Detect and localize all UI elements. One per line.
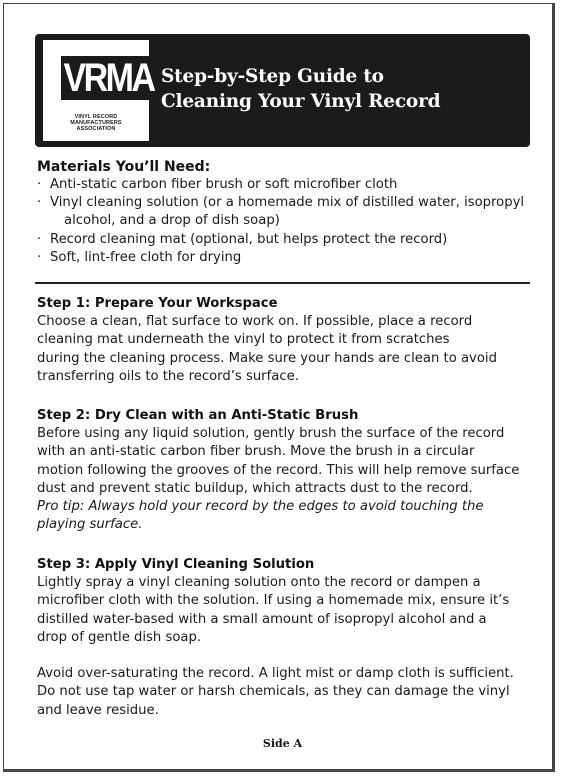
list-item-text: Soft, lint-free cloth for drying (50, 249, 242, 265)
footer-label: Side A (262, 737, 303, 750)
logo-subtitle-line: MANUFACTURERS (70, 120, 122, 126)
bullet-icon: · (37, 195, 42, 211)
step-text-line: Lightly spray a vinyl cleaning solution onto the record or dampen a (37, 575, 481, 591)
step-text-line: drop of gentle dish soap. (37, 629, 202, 645)
list-item (37, 176, 532, 194)
pro-tip-line: Pro tip: Always hold your record by the edges to avoid touching the (37, 499, 484, 515)
list-item (37, 194, 532, 230)
title-line-1: Step-by-Step Guide to (161, 66, 384, 87)
step-text-line: and leave residue. (37, 702, 159, 718)
list-item (37, 231, 532, 249)
step-text-line: Do not use tap water or harsh chemicals, as they can damage the vinyl (37, 684, 510, 700)
step-3 (37, 556, 532, 720)
step-text-line: dust and prevent static buildup, which attracts dust to the record. (37, 480, 473, 496)
title-line-2: Cleaning Your Vinyl Record (161, 91, 441, 112)
header-banner (35, 34, 530, 147)
page-title (161, 64, 440, 114)
pro-tip-line: playing surface. (37, 517, 143, 533)
step-text-line: Choose a clean, flat surface to work on. If possible, place a record (37, 314, 473, 330)
step-text-line: cleaning mat underneath the vinyl to protect it from scratches (37, 332, 450, 348)
step-text-line: microfiber cloth with the solution. If using a homemade mix, ensure it’s (37, 593, 510, 609)
step-text-line: during the cleaning process. Make sure your hands are clean to avoid (37, 350, 497, 366)
logo-text: VRMA (61, 56, 156, 100)
step-text-line: Before using any liquid solution, gently brush the surface of the record (37, 426, 505, 442)
step-1 (37, 295, 532, 386)
bullet-icon: · (37, 231, 42, 247)
logo-subtitle (43, 114, 149, 132)
logo-subtitle-line: VINYL RECORD (74, 114, 118, 120)
step-text-line: transferring oils to the record’s surface. (37, 368, 299, 384)
step-2 (37, 407, 532, 534)
vrma-logo (43, 40, 154, 141)
paragraph-gap (37, 647, 532, 665)
list-item-text: Record cleaning mat (optional, but helps protect the record) (50, 231, 448, 247)
step-text-line: with an anti-static carbon fiber brush. Move the brush in a circular (37, 444, 475, 460)
materials-heading: Materials You’ll Need: (37, 159, 211, 175)
list-item-text-continued: alcohol, and a drop of dish soap) (64, 213, 280, 229)
bullet-icon: · (37, 177, 42, 192)
list-item (37, 249, 532, 267)
step-heading: Step 3: Apply Vinyl Cleaning Solution (37, 557, 315, 572)
logo-subtitle-line: ASSOCIATION (76, 126, 116, 132)
step-text-line: Avoid over-saturating the record. A light mist or damp cloth is sufficient. (37, 666, 514, 682)
materials-list (37, 176, 532, 267)
section-divider (35, 282, 530, 284)
list-item-text: Vinyl cleaning solution (or a homemade mix of distilled water, isopropyl (50, 195, 525, 211)
step-text-line: distilled water-based with a small amount of isopropyl alcohol and a (37, 611, 487, 627)
step-text-line: motion following the grooves of the record. This will help remove surface (37, 462, 520, 478)
list-item-text: Anti-static carbon fiber brush or soft microfiber cloth (50, 177, 398, 192)
bullet-icon: · (37, 249, 42, 265)
logo-mark (61, 58, 156, 98)
step-heading: Step 1: Prepare Your Workspace (37, 296, 278, 311)
materials-section (37, 158, 532, 267)
step-heading: Step 2: Dry Clean with an Anti-Static Brush (37, 408, 359, 423)
